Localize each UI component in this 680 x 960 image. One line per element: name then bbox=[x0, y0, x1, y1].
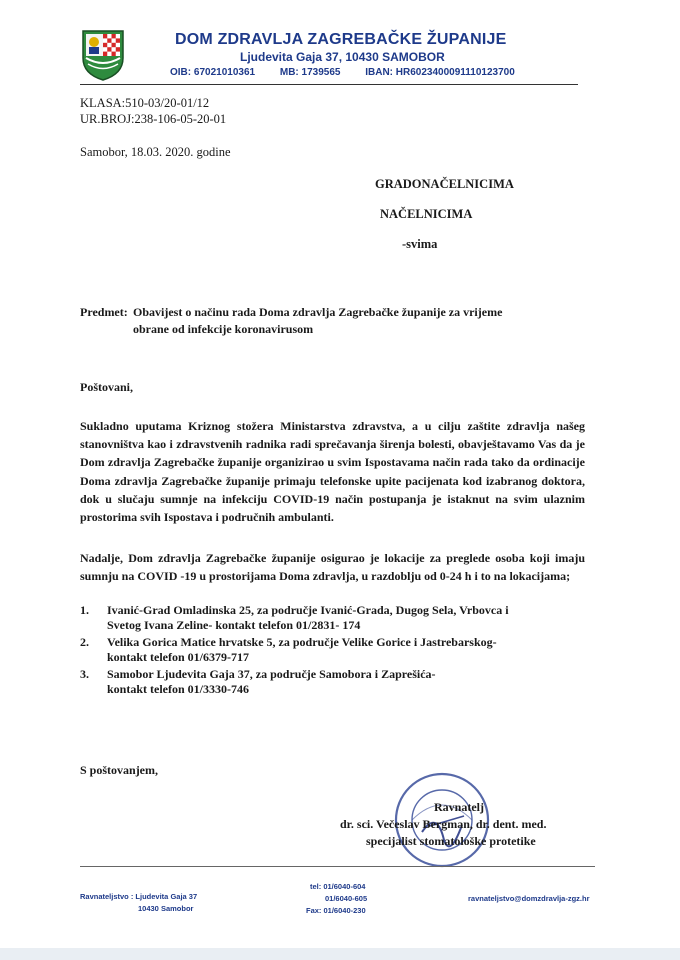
footer-email: ravnateljstvo@domzdravlja-zgz.hr bbox=[468, 894, 590, 903]
footer-divider bbox=[80, 866, 595, 867]
list-item-line: Ivanić-Grad Omladinska 25, za područje Ivanić-Grada, Dugog Sela, Vrbovca i bbox=[107, 603, 509, 617]
footer-tel-2: 01/6040-605 bbox=[325, 894, 368, 903]
subject-line-1: Obavijest o načinu rada Doma zdravlja Zagrebačke županije za vrijeme bbox=[133, 305, 503, 319]
list-item-line: Velika Gorica Matice hrvatske 5, za područje Velike Gorice i Jastrebarskog- bbox=[107, 635, 497, 649]
list-item bbox=[80, 635, 585, 664]
list-item-number: 1. bbox=[80, 603, 89, 617]
footer-tel-1: tel: 01/6040-604 bbox=[310, 882, 366, 891]
ur-broj: UR.BROJ:238-106-05-20-01 bbox=[80, 112, 227, 126]
signatory-name: dr. sci. Večeslav Bergman, dr. dent. med. bbox=[340, 817, 547, 831]
footer-fax: Fax: 01/6040-230 bbox=[306, 906, 366, 915]
list-item bbox=[80, 667, 585, 696]
list-item-number: 2. bbox=[80, 635, 89, 649]
date-line: Samobor, 18.03. 2020. godine bbox=[80, 145, 231, 159]
oib: OIB: 67021010361 bbox=[170, 67, 256, 78]
iban: IBAN: HR6023400091110123700 bbox=[365, 67, 515, 78]
locations-list bbox=[80, 603, 585, 699]
greeting: Poštovani, bbox=[80, 380, 134, 394]
list-item-line: Svetog Ivana Zeline- kontakt telefon 01/2831- 174 bbox=[107, 617, 361, 632]
footer-office-line-1: Ravnateljstvo : Ljudevita Gaja 37 bbox=[80, 892, 198, 901]
crest-logo bbox=[80, 28, 126, 82]
org-name: DOM ZDRAVLJA ZAGREBAČKE ŽUPANIJE bbox=[175, 31, 507, 48]
subject-line-2: obrane od infekcije koronavirusom bbox=[133, 322, 314, 336]
scan-bottom-edge bbox=[0, 948, 680, 960]
org-address: Ljudevita Gaja 37, 10430 SAMOBOR bbox=[240, 50, 445, 64]
signatory-title: Ravnatelj bbox=[434, 800, 484, 814]
org-identifiers bbox=[170, 67, 537, 78]
klasa: KLASA:510-03/20-01/12 bbox=[80, 96, 210, 110]
mb: MB: 1739565 bbox=[279, 67, 341, 78]
signatory-specialty: specijalist stomatološke protetike bbox=[366, 834, 536, 848]
list-item bbox=[80, 603, 585, 632]
body-paragraph-2: Nadalje, Dom zdravlja Zagrebačke županije osigurao je lokacije za preglede osoba koji imaju sumnju na COVID -19 u prostorijama Doma zdravlja, u razdoblju od 0-24 h i to na lokacijama; bbox=[80, 551, 585, 584]
recipient-all: -svima bbox=[402, 237, 438, 251]
subject-label: Predmet: bbox=[80, 305, 128, 319]
closing: S poštovanjem, bbox=[80, 763, 159, 777]
letterhead-divider bbox=[80, 84, 578, 85]
recipient-heads: NAČELNICIMA bbox=[380, 207, 473, 221]
list-item-line: kontakt telefon 01/3330-746 bbox=[107, 681, 249, 696]
footer-office-line-2: 10430 Samobor bbox=[138, 904, 194, 913]
list-item-line: kontakt telefon 01/6379-717 bbox=[107, 649, 249, 664]
body-paragraph-1: Sukladno uputama Kriznog stožera Ministarstva zdravstva, a u cilju zaštite zdravlja našeg stanovništva kao i zdravstvenih radnika radi sprečavanja širenja bolesti, obavještavamo Vas da je Dom zdravlja Zagrebačke županije organizirao u svim Ispostavama način rada tako da ordinacije Doma zdravlja Zagrebačke županije primaju telefonske upite pacijenata kod izabranog doktora, dok u slučaju sumnje na infekciju COVID-19 način postupanja je istaknut na svim ulaznim prostorima svih Ispostava i područnih ambulanti. bbox=[80, 419, 585, 525]
list-item-number: 3. bbox=[80, 667, 89, 681]
list-item-line: Samobor Ljudevita Gaja 37, za područje Samobora i Zaprešića- bbox=[107, 667, 436, 681]
recipient-mayors: GRADONAČELNICIMA bbox=[375, 177, 514, 191]
